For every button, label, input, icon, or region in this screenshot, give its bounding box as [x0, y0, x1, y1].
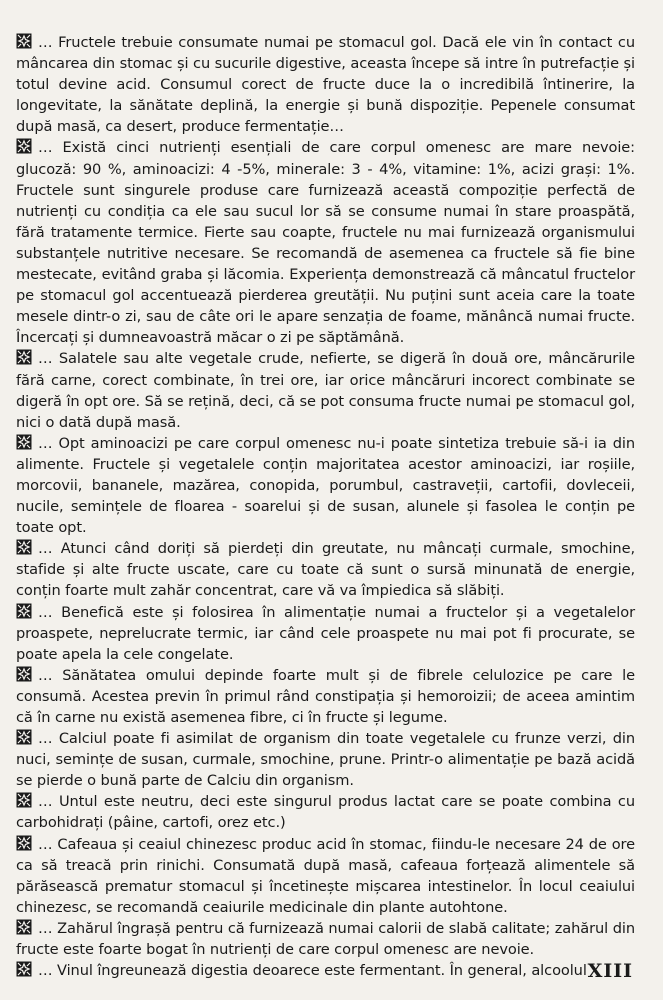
page-text	[16, 32, 635, 981]
square-cross-ornament-icon	[16, 539, 32, 555]
square-cross-ornament-icon	[16, 666, 32, 682]
paragraph-text: … Sănătatea omului depinde foarte mult și de fibrele celulozice pe care le consumă. Acestea previn în primul rând constipația și hemoroizii; de aceea amintim că în carne nu există asemenea fibre, ci în fructe și legume.	[16, 666, 635, 726]
paragraph-text: … Benefică este și folosirea în alimentație numai a fructelor și a vegetalelor proaspete, neprelucrate termic, iar când cele proaspete nu mai pot fi procurate, se poate apela la cele congelate.	[16, 603, 635, 663]
paragraph	[16, 960, 635, 981]
paragraph-text: … Fructele trebuie consumate numai pe stomacul gol. Dacă ele vin în contact cu mâncarea din stomac și cu sucurile digestive, aceasta începe să intre în putrefacție și totul devine acid. Consumul corect de fructe duce la o incredibilă întinerire, la longevitate, la sănătate deplină, la energie și bună dispoziție. Pepenele consumat după masă, ca desert, produce fermentație…	[16, 34, 635, 136]
paragraph-text: … Există cinci nutrienți esențiali de care corpul omenesc are mare nevoie: glucoză: 90 %, aminoacizi: 4 -5%, minerale: 3 - 4%, vitamine: 1%, acizi grași: 1%. Fructele sunt singurele produse care furnizează această compoziție perfectă de nutrienți cu condiția ca ele sau sucul lor să se consume numai în stare proaspătă, fără tratamente termice. Fierte sau coapte, fructele nu mai furnizează organismului substanțele nutritive necesare. Se recomandă de asemenea ca fructele să fie bine mestecate, evitând graba și lăcomia. Experiența demonstrează că mâncatul fructelor pe stomacul gol accentuează pierderea greutății. Nu puțini sunt aceia care la toate mesele dintr-o zi, sau de câte ori le apare senzația de foame, mănâncă numai fructe. Încercați și dumneavoastră măcar o zi pe săptămână.	[16, 139, 635, 347]
paragraph	[16, 137, 635, 348]
paragraph-text: … Cafeaua și ceaiul chinezesc produc acid în stomac, fiindu-le necesare 24 de ore ca să treacă prin rinichi. Consumată după masă, cafeaua forțează alimentele să părăsească prematur stomacul și încetinește mișcarea intestinelor. În locul ceaiului chinezesc, se recomandă ceaiurile medicinale din plante autohtone.	[16, 835, 635, 916]
paragraph-text: … Untul este neutru, deci este singurul produs lactat care se poate combina cu carbohidrați (pâine, cartofi, orez etc.)	[16, 793, 635, 832]
paragraph-text: … Zahărul îngrașă pentru că furnizează numai calorii de slabă calitate; zahărul din fructe este foarte bogat în nutrienți de care corpul omenesc are nevoie.	[16, 919, 635, 959]
square-cross-ornament-icon	[16, 33, 32, 49]
paragraph	[16, 433, 635, 538]
paragraph-text: … Atunci când doriți să pierdeți din greutate, nu mâncați curmale, smochine, stafide și alte fructe uscate, care cu toate că sunt o sursă minunată de energie, conțin foarte mult zahăr concentrat, care vă va împiedica să slăbiți.	[16, 540, 635, 600]
square-cross-ornament-icon	[16, 434, 32, 450]
square-cross-ornament-icon	[16, 961, 32, 977]
paragraph	[16, 918, 635, 960]
paragraph-text: … Vinul îngreunează digestia deoarece este fermentant. În general, alcoolul	[38, 962, 587, 980]
square-cross-ornament-icon	[16, 729, 32, 745]
paragraph	[16, 728, 635, 791]
square-cross-ornament-icon	[16, 835, 32, 851]
paragraph-text: … Salatele sau alte vegetale crude, nefierte, se digeră în două ore, mâncărurile fără carne, corect combinate, în trei ore, iar orice mâncăruri incorect combinate se digeră în opt ore. Să se rețină, deci, că se pot consuma fructe numai pe stomacul gol, nici o dată după masă.	[16, 350, 635, 431]
square-cross-ornament-icon	[16, 919, 32, 935]
paragraph	[16, 665, 635, 728]
square-cross-ornament-icon	[16, 792, 32, 808]
square-cross-ornament-icon	[16, 138, 32, 154]
paragraph	[16, 834, 635, 918]
page-number: XIII	[587, 960, 633, 982]
paragraph	[16, 348, 635, 432]
paragraph-text: … Opt aminoacizi pe care corpul omenesc nu-i poate sintetiza trebuie să-i ia din alimente. Fructele și vegetalele conțin majoritatea acestor aminoacizi, iar roșiile, morcovii, bananele, mazărea, conopida, porumbul, castraveții, cartofii, dovleceii, nucile, semințele de floarea - soarelui și de susan, alunele și fasolea le conțin pe toate opt.	[16, 434, 635, 537]
paragraph	[16, 791, 635, 833]
square-cross-ornament-icon	[16, 349, 32, 365]
paragraph	[16, 538, 635, 601]
paragraph	[16, 32, 635, 137]
paragraph-text: … Calciul poate fi asimilat de organism din toate vegetalele cu frunze verzi, din nuci, semințe de susan, curmale, smochine, prune. Printr-o alimentație pe bază acidă se pierde o bună parte de Calciu din organism.	[16, 730, 635, 790]
paragraph	[16, 602, 635, 665]
square-cross-ornament-icon	[16, 603, 32, 619]
